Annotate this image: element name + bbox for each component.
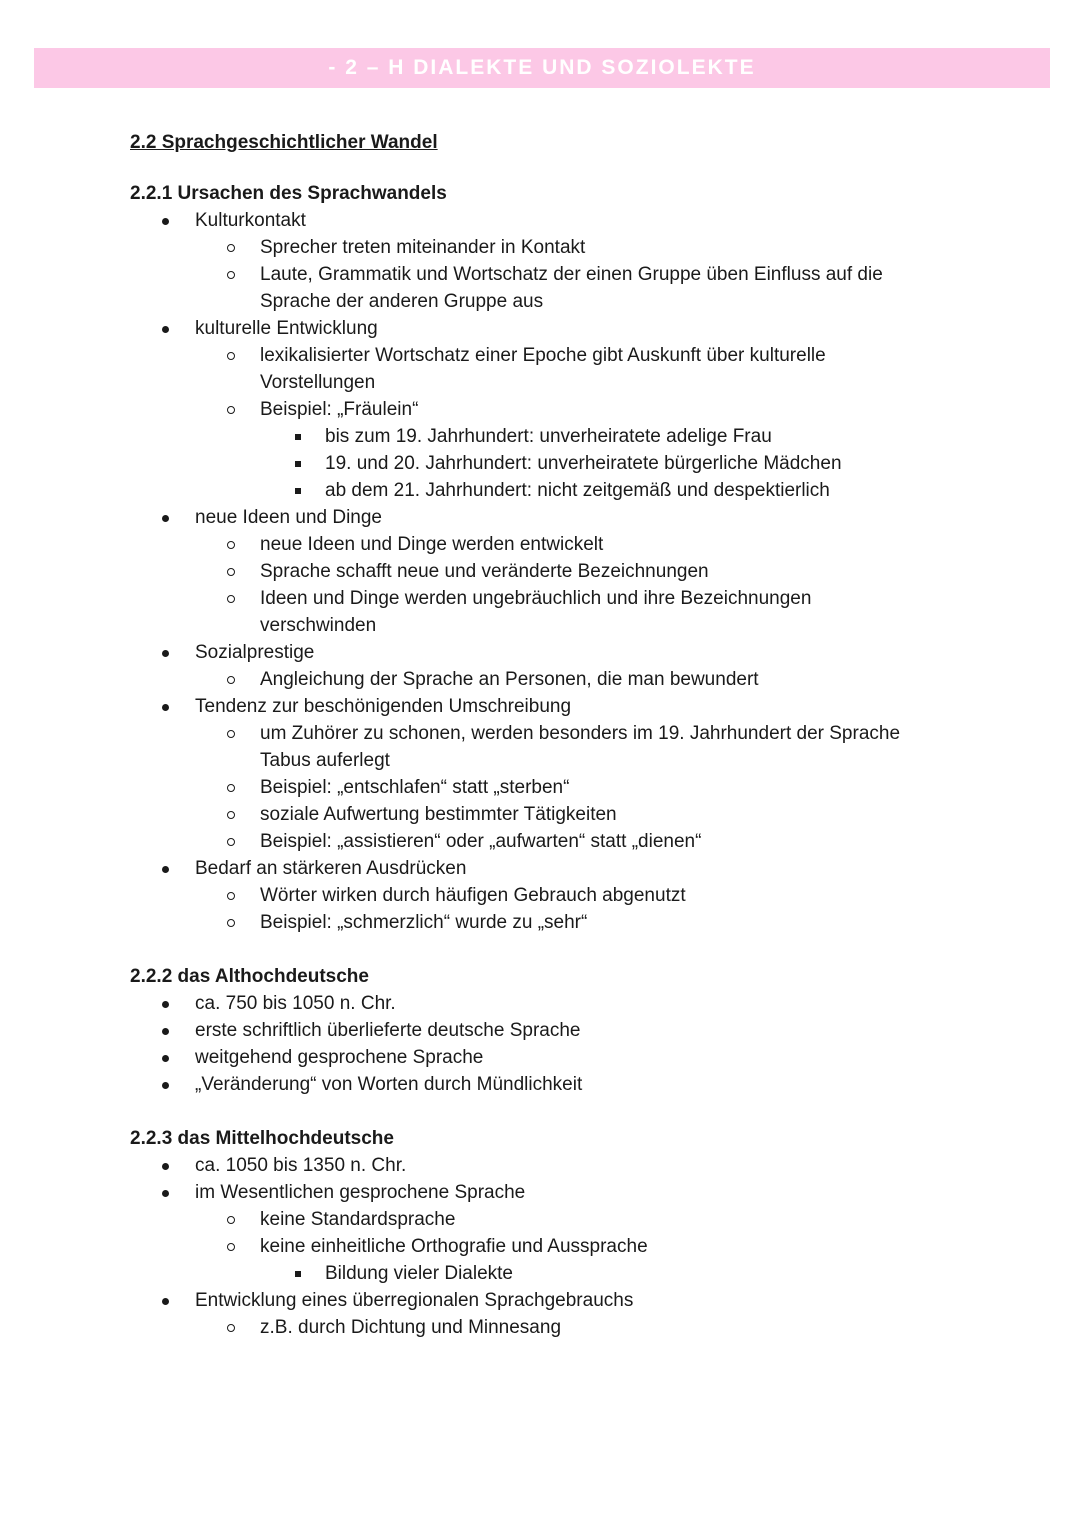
circle-bullet-icon: [227, 892, 235, 900]
list-item-text: Wörter wirken durch häufigen Gebrauch abgenutzt: [260, 885, 686, 906]
list-item: [130, 990, 950, 1017]
subsection-title-3: 2.2.3 das Mittelhochdeutsche: [130, 1128, 394, 1149]
list-item: [130, 747, 950, 774]
bullet-icon: [162, 1001, 169, 1008]
section-title: 2.2 Sprachgeschichtlicher Wandel: [130, 132, 438, 153]
list-item: [130, 828, 950, 855]
list-item: [130, 396, 950, 423]
list-item-text: Beispiel: „assistieren“ oder „aufwarten“ statt „dienen“: [260, 831, 702, 852]
subsection-title-2: 2.2.2 das Althochdeutsche: [130, 966, 369, 987]
list-item-text: Bedarf an stärkeren Ausdrücken: [195, 858, 467, 879]
list-item: [130, 1071, 950, 1098]
list-item: [130, 423, 950, 450]
square-bullet-icon: [295, 434, 301, 440]
subsection-list-3: [130, 1152, 950, 1341]
list-item: [130, 558, 950, 585]
list-item: [130, 261, 950, 288]
list-item-text: Vorstellungen: [260, 372, 376, 393]
list-item-text: Sozialprestige: [195, 642, 315, 663]
list-item-text: kulturelle Entwicklung: [195, 318, 378, 339]
list-item: [130, 531, 950, 558]
list-item: [130, 612, 950, 639]
bullet-icon: [162, 866, 169, 873]
list-item: [130, 1152, 950, 1179]
list-item: [130, 1179, 950, 1206]
list-item: [130, 693, 950, 720]
list-item: [130, 1017, 950, 1044]
circle-bullet-icon: [227, 784, 235, 792]
list-item: [130, 477, 950, 504]
list-item-text: lexikalisierter Wortschatz einer Epoche gibt Auskunft über kulturelle: [260, 345, 826, 366]
list-item-text: um Zuhörer zu schonen, werden besonders im 19. Jahrhundert der Sprache: [260, 723, 901, 744]
list-item-text: Sprache schafft neue und veränderte Bezeichnungen: [260, 561, 709, 582]
list-item-text: Sprache der anderen Gruppe aus: [260, 291, 544, 312]
list-item-text: neue Ideen und Dinge: [195, 507, 382, 528]
list-item: [130, 315, 950, 342]
list-item: [130, 882, 950, 909]
list-item-text: Sprecher treten miteinander in Kontakt: [260, 237, 586, 258]
circle-bullet-icon: [227, 676, 235, 684]
list-item: [130, 774, 950, 801]
list-item: [130, 369, 950, 396]
square-bullet-icon: [295, 488, 301, 494]
list-item-text: Ideen und Dinge werden ungebräuchlich und ihre Bezeichnungen: [260, 588, 812, 609]
circle-bullet-icon: [227, 1216, 235, 1224]
circle-bullet-icon: [227, 406, 235, 414]
bullet-icon: [162, 1055, 169, 1062]
circle-bullet-icon: [227, 919, 235, 927]
list-item-text: z.B. durch Dichtung und Minnesang: [260, 1317, 562, 1338]
circle-bullet-icon: [227, 352, 235, 360]
list-item-text: Laute, Grammatik und Wortschatz der einen Gruppe üben Einfluss auf die: [260, 264, 883, 285]
list-item-text: Beispiel: „entschlafen“ statt „sterben“: [260, 777, 570, 798]
subsection-list-1: [130, 207, 950, 936]
subsection-list-2: [130, 990, 950, 1098]
circle-bullet-icon: [227, 568, 235, 576]
list-item-text: ca. 750 bis 1050 n. Chr.: [195, 993, 396, 1014]
circle-bullet-icon: [227, 811, 235, 819]
bullet-icon: [162, 1163, 169, 1170]
bullet-icon: [162, 1028, 169, 1035]
list-item-text: erste schriftlich überlieferte deutsche Sprache: [195, 1020, 581, 1041]
square-bullet-icon: [295, 461, 301, 467]
circle-bullet-icon: [227, 595, 235, 603]
list-item-text: soziale Aufwertung bestimmter Tätigkeiten: [260, 804, 617, 825]
header-banner: [34, 48, 1050, 88]
bullet-icon: [162, 1190, 169, 1197]
list-item-text: Angleichung der Sprache an Personen, die man bewundert: [260, 669, 759, 690]
list-item-text: ca. 1050 bis 1350 n. Chr.: [195, 1155, 407, 1176]
list-item: [130, 801, 950, 828]
list-item-text: keine Standardsprache: [260, 1209, 456, 1230]
bullet-icon: [162, 704, 169, 711]
circle-bullet-icon: [227, 271, 235, 279]
list-item: [130, 1233, 950, 1260]
circle-bullet-icon: [227, 1324, 235, 1332]
document-body: [130, 128, 950, 1341]
list-item: [130, 855, 950, 882]
list-item-text: Beispiel: „Fräulein“: [260, 399, 419, 420]
circle-bullet-icon: [227, 730, 235, 738]
list-item: [130, 342, 950, 369]
list-item: [130, 720, 950, 747]
list-item-text: Tabus auferlegt: [260, 750, 390, 771]
list-item-text: Kulturkontakt: [195, 210, 306, 231]
bullet-icon: [162, 650, 169, 657]
square-bullet-icon: [295, 1271, 301, 1277]
list-item-text: Beispiel: „schmerzlich“ wurde zu „sehr“: [260, 912, 588, 933]
list-item: [130, 666, 950, 693]
list-item-text: keine einheitliche Orthografie und Aussprache: [260, 1236, 648, 1257]
circle-bullet-icon: [227, 1243, 235, 1251]
bullet-icon: [162, 515, 169, 522]
list-item: [130, 1044, 950, 1071]
bullet-icon: [162, 218, 169, 225]
list-item: [130, 504, 950, 531]
bullet-icon: [162, 326, 169, 333]
list-item-text: Tendenz zur beschönigenden Umschreibung: [195, 696, 572, 717]
list-item: [130, 639, 950, 666]
header-title: - 2 – H DIALEKTE UND SOZIOLEKTE: [328, 56, 756, 79]
circle-bullet-icon: [227, 541, 235, 549]
list-item-text: bis zum 19. Jahrhundert: unverheiratete adelige Frau: [325, 426, 772, 447]
list-item: [130, 288, 950, 315]
subsection-title-1: 2.2.1 Ursachen des Sprachwandels: [130, 183, 447, 204]
list-item-text: verschwinden: [260, 615, 377, 636]
list-item: [130, 1314, 950, 1341]
list-item-text: 19. und 20. Jahrhundert: unverheiratete bürgerliche Mädchen: [325, 453, 842, 474]
list-item: [130, 585, 950, 612]
list-item-text: „Veränderung“ von Worten durch Mündlichkeit: [195, 1074, 583, 1095]
list-item-text: neue Ideen und Dinge werden entwickelt: [260, 534, 604, 555]
list-item-text: Bildung vieler Dialekte: [325, 1263, 513, 1284]
list-item-text: weitgehend gesprochene Sprache: [195, 1047, 484, 1068]
bullet-icon: [162, 1298, 169, 1305]
list-item-text: Entwicklung eines überregionalen Sprachgebrauchs: [195, 1290, 634, 1311]
circle-bullet-icon: [227, 838, 235, 846]
list-item: [130, 234, 950, 261]
list-item: [130, 1206, 950, 1233]
list-item-text: im Wesentlichen gesprochene Sprache: [195, 1182, 526, 1203]
list-item: [130, 1260, 950, 1287]
list-item: [130, 1287, 950, 1314]
list-item: [130, 909, 950, 936]
list-item: [130, 207, 950, 234]
bullet-icon: [162, 1082, 169, 1089]
list-item: [130, 450, 950, 477]
circle-bullet-icon: [227, 244, 235, 252]
list-item-text: ab dem 21. Jahrhundert: nicht zeitgemäß und despektierlich: [325, 480, 830, 501]
